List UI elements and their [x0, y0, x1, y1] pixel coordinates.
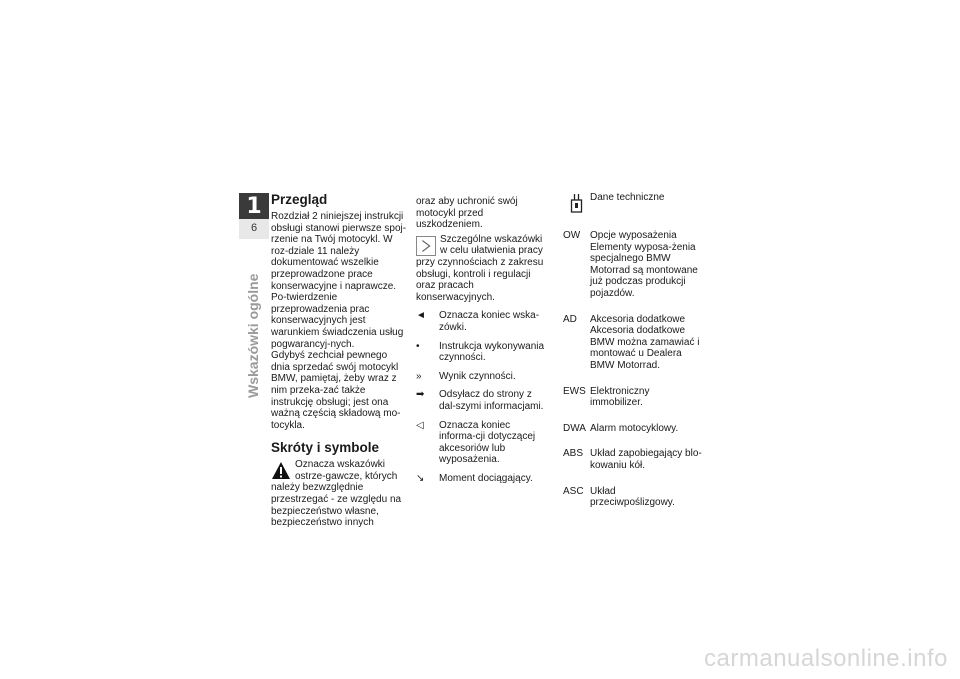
abbreviation: OW: [563, 230, 581, 241]
abbreviation: ABS: [563, 448, 584, 460]
torque-icon: ↘: [416, 472, 425, 484]
symbol-row: [416, 473, 548, 485]
arrow-right-icon: ➡: [416, 389, 425, 401]
warning-text: Oznacza wskazówki ostrze-gawcze, których należy bezwzględnie przestrzegać - ze względu na bezpieczeństwo własne, bezpieczeństwo innych: [271, 459, 402, 529]
abbreviation-text: Alarm motocyklowy.: [590, 422, 679, 434]
symbol-text: Oznacza koniec wska-zówki.: [439, 310, 540, 333]
technical-data-icon: [563, 192, 590, 214]
symbol-text: Instrukcja wykonywania czynności.: [439, 340, 545, 364]
abbreviation: AD: [563, 313, 577, 325]
chapter-marker: [239, 193, 269, 239]
abbreviation-row: [563, 314, 703, 372]
symbol-text: Odsyłacz do strony z dal-szymi informacjami.: [439, 389, 544, 412]
continued-text: oraz aby uchronić swój motocykl przed uszkodzeniem.: [416, 196, 518, 231]
symbol-text: Wynik czynności.: [439, 370, 516, 382]
tech-data-text: Dane techniczne: [590, 192, 665, 203]
heading-abbreviations: Skróty i symbole: [271, 440, 380, 456]
symbol-row: [416, 389, 548, 412]
end-of-note-icon: ◄: [416, 310, 426, 322]
abbreviation-text: Układ zapobiegający blo-kowaniu kół.: [590, 448, 702, 471]
symbol-row: [416, 341, 548, 364]
chapter-number: 1: [246, 194, 262, 219]
column-middle: [416, 196, 548, 484]
chapter-side-title: Wskazówki ogólne: [245, 273, 261, 398]
abbreviation-row: [563, 423, 703, 435]
warning-triangle-icon: [271, 461, 291, 480]
abbreviation: EWS: [563, 385, 586, 397]
symbol-row: [416, 420, 548, 466]
result-icon: »: [416, 370, 422, 382]
tip-icon: [416, 236, 436, 256]
overview-paragraph-2: Gdybyś zechciał pewnego dnia sprzedać swój motocykl BMW, pamiętaj, żeby wraz z nim przeka-zać także instrukcję obsługi; jest ona ważną częścią składową mo-tocykla.: [271, 350, 401, 431]
heading-overview: Przegląd: [271, 192, 328, 207]
watermark: carmanualsonline.info: [704, 645, 948, 672]
abbreviation-text: Układ przeciwpoślizgowy.: [590, 485, 675, 509]
tip-block: [416, 234, 548, 304]
abbreviation-text: Opcje wyposażenia Elementy wyposa-żenia specjalnego BMW Motorrad są montowane już podczas produkcji pojazdów.: [590, 230, 698, 299]
abbreviation: ASC: [563, 485, 584, 497]
accessory-end-icon: ◁: [416, 419, 424, 431]
bullet-icon: •: [416, 340, 420, 352]
abbreviation-row: [563, 448, 703, 471]
abbreviation: DWA: [563, 422, 586, 434]
warning-block: [271, 459, 407, 529]
symbol-row: [416, 310, 548, 333]
column-right: [563, 192, 703, 523]
symbol-text: Oznacza koniec informa-cji dotyczącej akcesoriów lub wyposażenia.: [439, 419, 536, 466]
abbreviation-text: Elektroniczny immobilizer.: [590, 385, 650, 409]
column-left: [271, 192, 407, 529]
symbol-row: [416, 371, 548, 383]
overview-paragraph-1: Rozdział 2 niniejszej instrukcji obsługi stanowi pierwsze spoj-rzenie na Twój motocykl. W roz-dziale 11 należy dokumentować wszelkie przeprowadzone prace konserwacyjne i naprawcze. Po-twierdzenie przeprowadzenia prac konserwacyjnych jest warunkiem świadczenia usług pogwarancyj-nych.: [271, 211, 407, 350]
abbreviation-row: [563, 486, 703, 509]
abbreviation-row: [563, 386, 703, 409]
abbreviation-row: [563, 230, 703, 300]
abbreviation-text: Akcesoria dodatkowe Akcesoria dodatkowe BMW można zamawiać i montować u Dealera BMW Motorrad.: [590, 313, 700, 371]
page-number: 6: [239, 219, 269, 239]
tip-text: Szczególne wskazówki w celu ułatwienia pracy przy czynnościach z zakresu obsługi, kontroli i regulacji oraz pracach konserwacyjnych.: [416, 233, 544, 303]
symbol-text: Moment dociągający.: [439, 472, 533, 484]
tech-data-row: [563, 192, 703, 214]
